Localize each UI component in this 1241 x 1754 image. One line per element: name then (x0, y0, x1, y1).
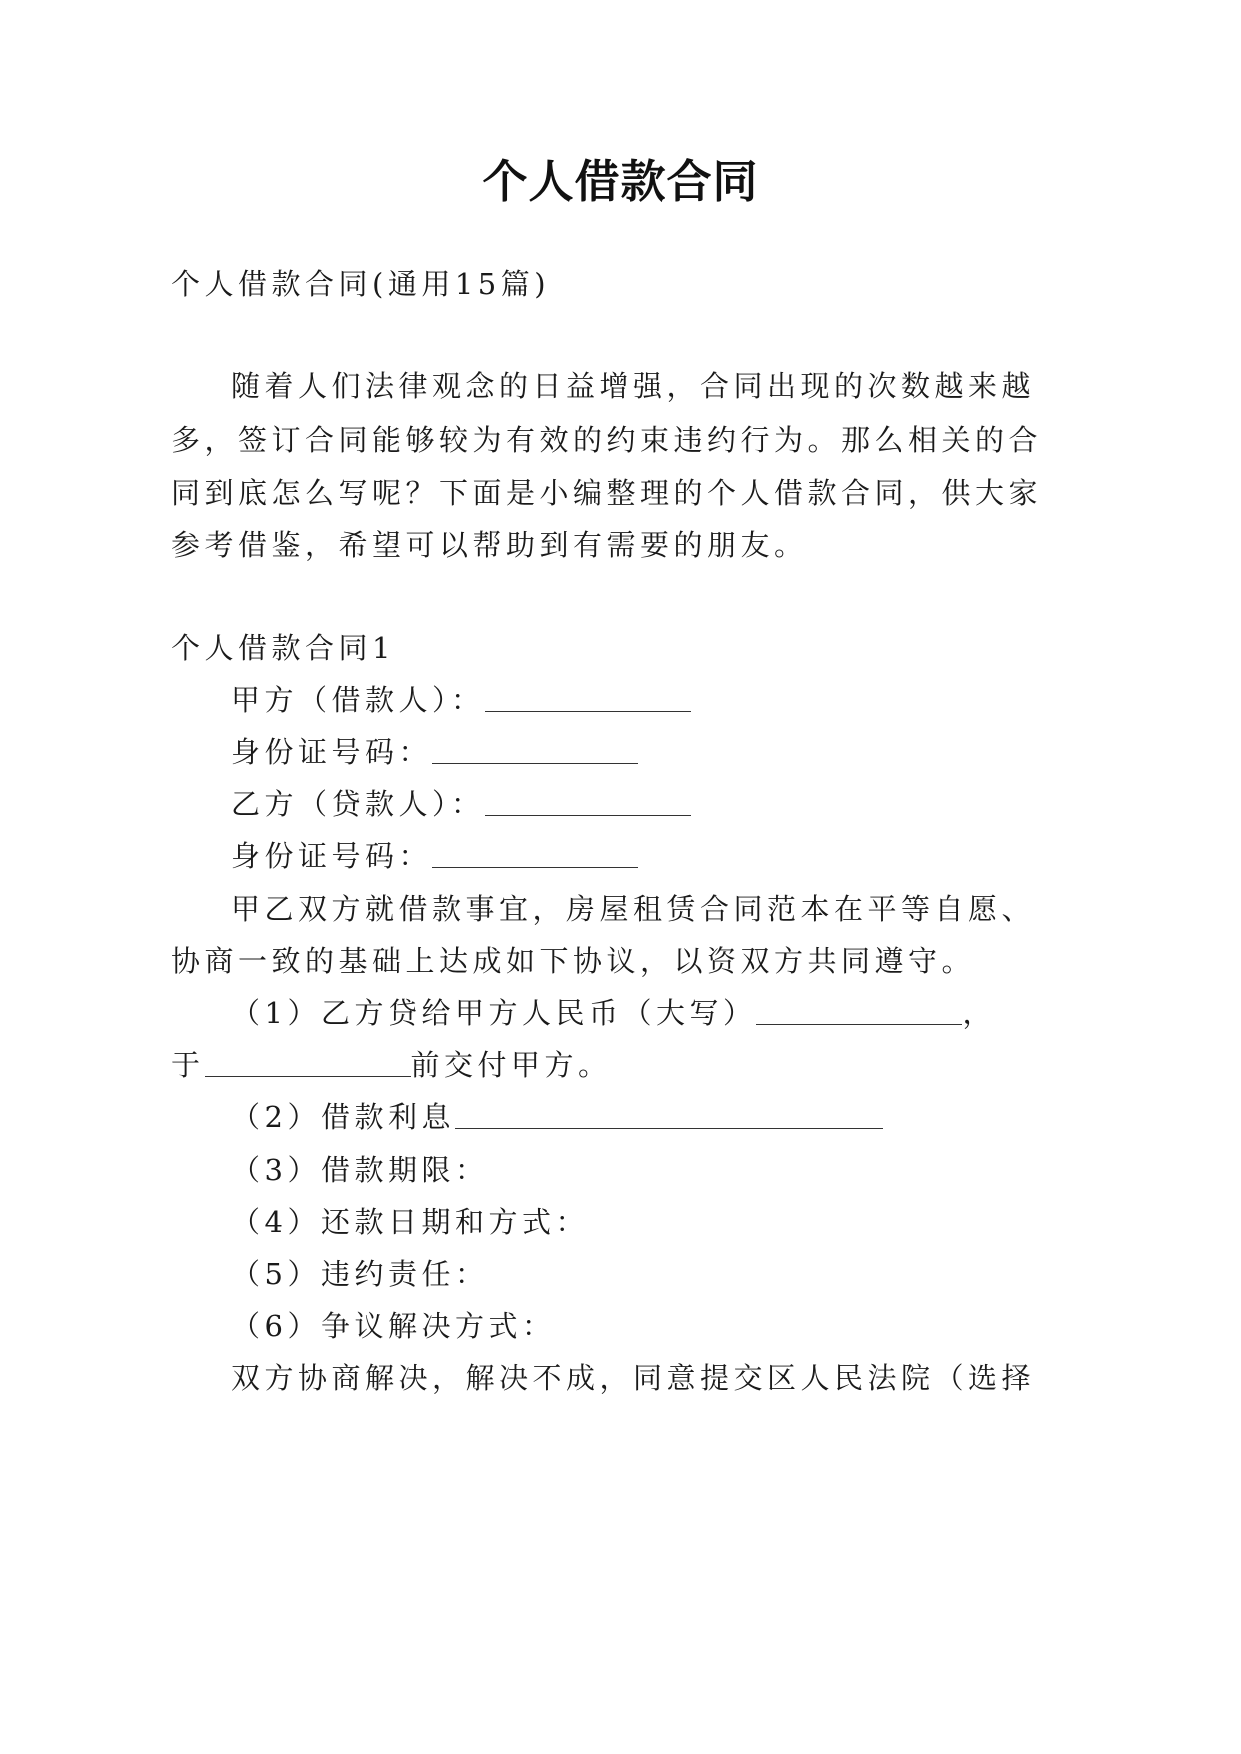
contract-heading: 个人借款合同1 (171, 631, 395, 665)
party-b-blank[interactable] (485, 789, 691, 816)
party-b-row (231, 784, 691, 824)
party-b-label: 乙方（贷款人）： (231, 787, 485, 821)
clause-1-cont-suffix: 前交付甲方。 (410, 1048, 612, 1082)
loan-amount-blank[interactable] (756, 998, 962, 1025)
intro-line-2: 多，签订合同能够较为有效的约束违约行为。那么相关的合 (171, 423, 1043, 457)
clause-2-row (231, 1097, 883, 1137)
party-a-label: 甲方（借款人）： (231, 683, 485, 717)
agreement-line-2: 协商一致的基础上达成如下协议，以资双方共同遵守。 (171, 944, 976, 978)
clause-3: （3）借款期限： (231, 1153, 489, 1187)
party-a-id-label: 身份证号码： (231, 735, 433, 769)
clause-1-suffix: ， (962, 996, 996, 1030)
clause-4: （4）还款日期和方式： (231, 1205, 589, 1239)
document-title: 个人借款合同 (482, 155, 759, 208)
clause-1-prefix: （1）乙方贷给甲方人民币（大写） (231, 996, 757, 1030)
party-a-id-blank[interactable] (432, 737, 638, 764)
party-b-id-row (231, 836, 638, 876)
clause-6: （6）争议解决方式： (231, 1309, 556, 1343)
agreement-line-1: 甲乙双方就借款事宜，房屋租赁合同范本在平等自愿、 (231, 892, 1036, 926)
clause-1-cont-prefix: 于 (171, 1048, 205, 1082)
delivery-date-blank[interactable] (205, 1050, 411, 1077)
interest-blank[interactable] (455, 1102, 883, 1129)
intro-line-4: 参考借鉴，希望可以帮助到有需要的朋友。 (171, 528, 808, 562)
clause-1-row (231, 993, 996, 1033)
clause-1-cont-row (171, 1045, 612, 1085)
clause-5: （5）违约责任： (231, 1257, 489, 1291)
party-a-id-row (231, 732, 638, 772)
party-a-row (231, 680, 691, 720)
party-b-id-blank[interactable] (432, 841, 638, 868)
party-a-blank[interactable] (485, 685, 691, 712)
intro-line-1: 随着人们法律观念的日益增强，合同出现的次数越来越 (231, 369, 1036, 403)
intro-line-3: 同到底怎么写呢？下面是小编整理的个人借款合同，供大家 (171, 476, 1043, 510)
clause-2-label: （2）借款利息 (231, 1100, 455, 1134)
dispute-resolution-text: 双方协商解决，解决不成，同意提交区人民法院（选择 (231, 1361, 1036, 1395)
party-b-id-label: 身份证号码： (231, 839, 433, 873)
document-subtitle: 个人借款合同(通用15篇) (171, 267, 551, 301)
